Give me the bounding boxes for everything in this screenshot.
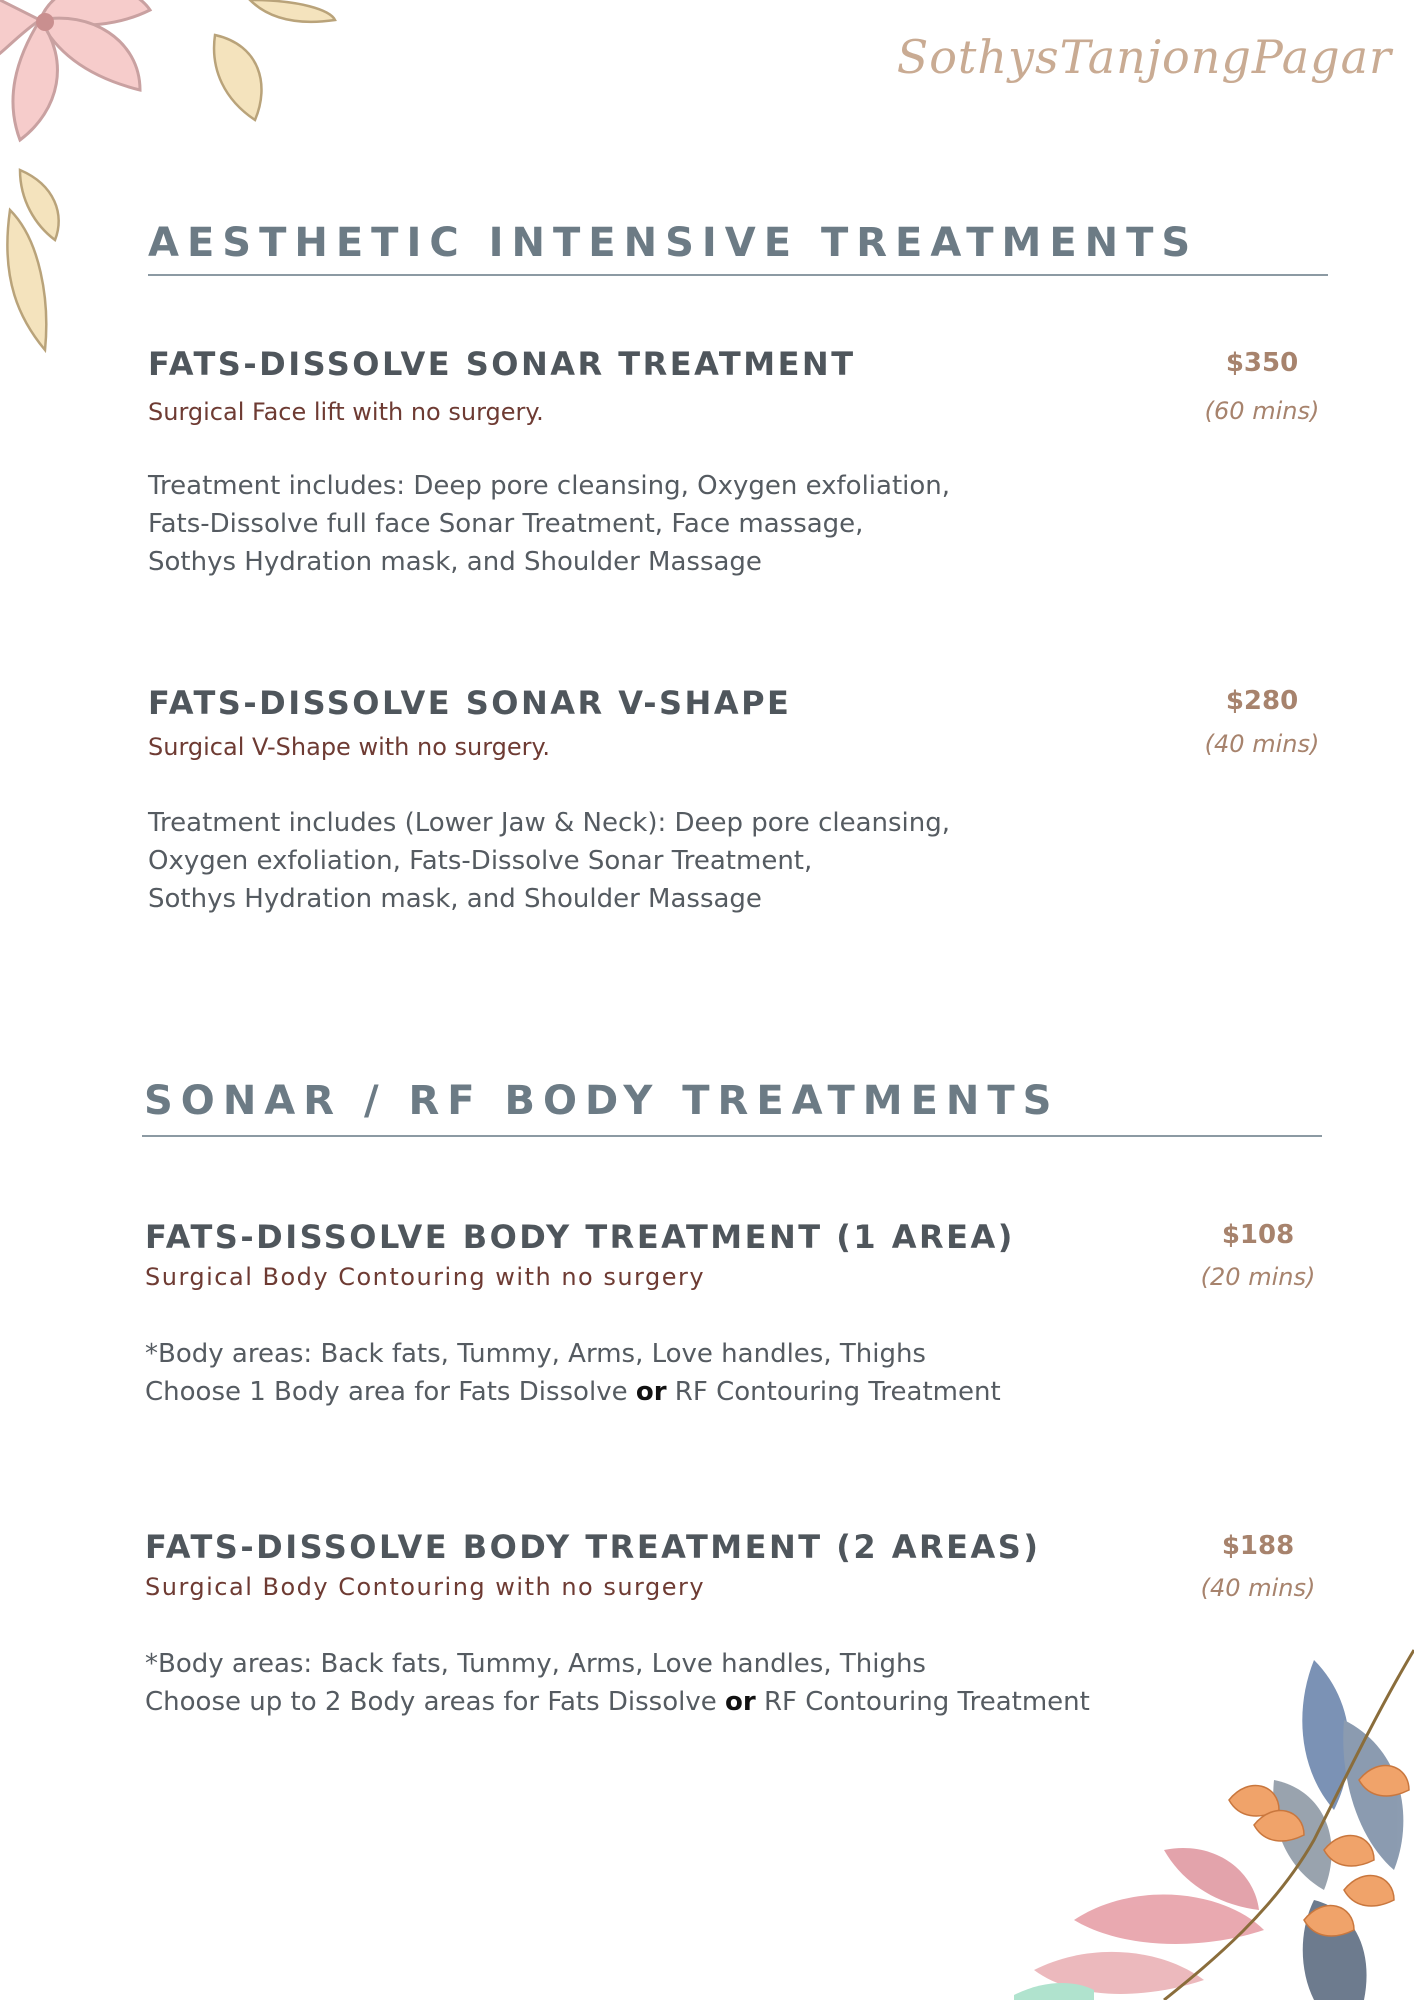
treatment-name: FATS-DISSOLVE SONAR V-SHAPE (148, 684, 792, 722)
treatment-description: *Body areas: Back fats, Tummy, Arms, Love handles, Thighs Choose 1 Body area for Fats Dissolve or RF Contouring Treatment (145, 1339, 1001, 1407)
treatment-tagline: Surgical Body Contouring with no surgery (145, 1263, 706, 1291)
floral-decoration-bottom-right (1014, 1640, 1414, 2000)
treatment-description: Treatment includes: Deep pore cleansing, Oxygen exfoliation, Fats-Dissolve full face Sonar Treatment, Face massage, Sothys Hydration mask, and Shoulder Massage (148, 471, 951, 577)
treatment-description: *Body areas: Back fats, Tummy, Arms, Love handles, Thighs Choose up to 2 Body areas for Fats Dissolve or RF Contouring Treatment (145, 1649, 1090, 1717)
treatment-description: Treatment includes (Lower Jaw & Neck): Deep pore cleansing, Oxygen exfoliation, Fats-Dissolve Sonar Treatment, Sothys Hydration mask, and Shoulder Massage (148, 808, 951, 914)
section-title-body: SONAR / RF BODY TREATMENTS (144, 1078, 1060, 1124)
treatment-tagline: Surgical Face lift with no surgery. (148, 398, 544, 426)
treatment-price: $108 (1221, 1220, 1295, 1250)
section-divider (142, 1135, 1322, 1137)
treatment-tagline: Surgical Body Contouring with no surgery (145, 1573, 706, 1601)
treatment-price: $280 (1225, 686, 1299, 716)
treatment-price: $350 (1225, 348, 1299, 378)
treatment-name: FATS-DISSOLVE BODY TREATMENT (2 AREAS) (145, 1528, 1041, 1566)
treatment-duration: (20 mins) (1200, 1263, 1316, 1291)
section-divider (148, 274, 1328, 276)
treatment-tagline: Surgical V-Shape with no surgery. (148, 733, 550, 761)
brand-logo: SothysTanjongPagar (896, 30, 1392, 84)
treatment-name: FATS-DISSOLVE BODY TREATMENT (1 AREA) (145, 1218, 1015, 1256)
treatment-duration: (40 mins) (1204, 730, 1320, 758)
treatment-duration: (40 mins) (1200, 1574, 1316, 1602)
treatment-price: $188 (1221, 1531, 1295, 1561)
floral-decoration-top-left (0, 0, 340, 360)
treatment-duration: (60 mins) (1204, 397, 1320, 425)
section-title-aesthetic: AESTHETIC INTENSIVE TREATMENTS (148, 220, 1199, 266)
treatment-name: FATS-DISSOLVE SONAR TREATMENT (148, 345, 856, 383)
